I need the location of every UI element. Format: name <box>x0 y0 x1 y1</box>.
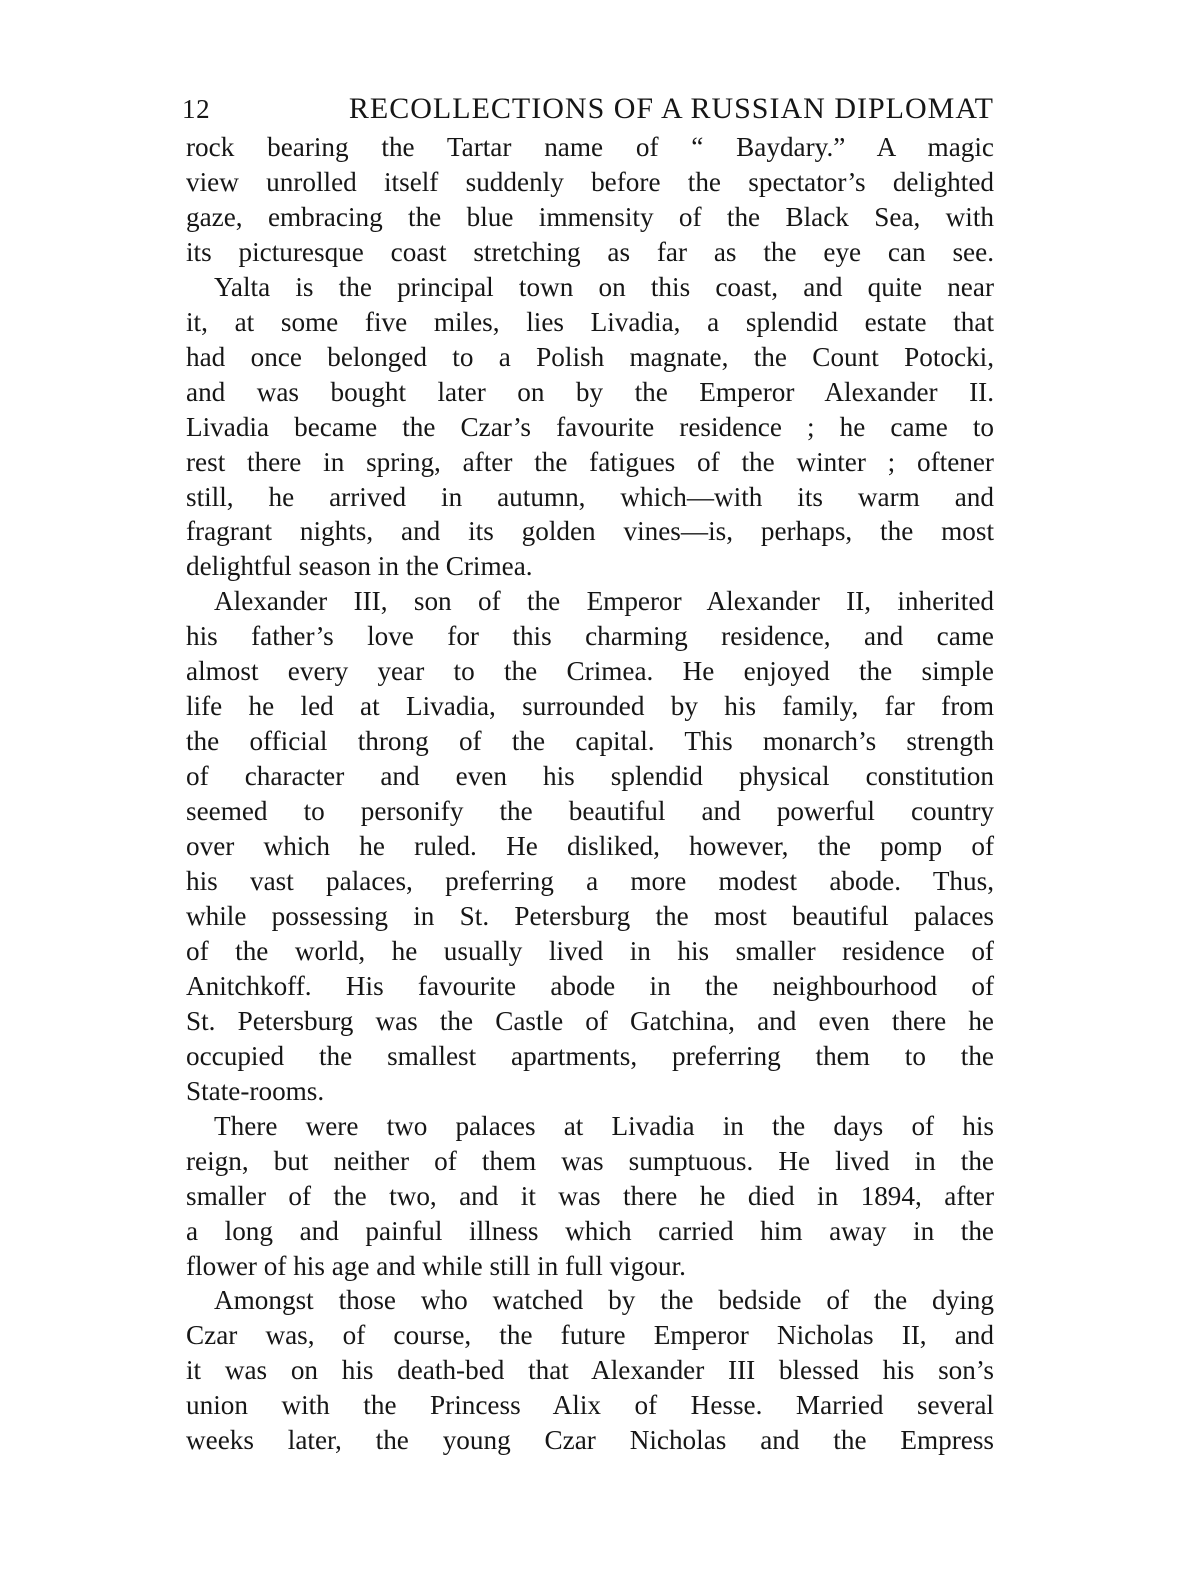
running-head <box>182 88 994 130</box>
text-line: St. Petersburg was the Castle of Gatchina, and even there he <box>186 1005 994 1036</box>
text-line: smaller of the two, and it was there he died in 1894, after <box>186 1180 994 1211</box>
paragraph-2 <box>186 270 994 585</box>
paragraph-5 <box>186 1283 994 1458</box>
text-line: his vast palaces, preferring a more modest abode. Thus, <box>186 866 994 897</box>
text-line: delightful season in the Crimea. <box>186 551 533 582</box>
text-line: gaze, embracing the blue immensity of the Black Sea, with <box>186 201 994 232</box>
text-line: rock bearing the Tartar name of “ Baydary.” A magic <box>186 132 994 162</box>
text-line: Livadia became the Czar’s favourite residence ; he came to <box>186 411 994 442</box>
text-line: Yalta is the principal town on this coast, and quite near <box>214 271 994 302</box>
book-page <box>182 88 994 1458</box>
text-line: flower of his age and while still in full vigour. <box>186 1250 686 1281</box>
text-line: had once belonged to a Polish magnate, the Count Potocki, <box>186 341 994 372</box>
text-line: view unrolled itself suddenly before the spectator’s delighted <box>186 166 994 197</box>
page-number: 12 <box>182 94 211 124</box>
text-line: still, he arrived in autumn, which—with its warm and <box>186 481 994 512</box>
text-line: of the world, he usually lived in his smaller residence of <box>186 935 994 966</box>
text-line: it, at some five miles, lies Livadia, a splendid estate that <box>186 306 994 337</box>
text-line: occupied the smallest apartments, preferring them to the <box>186 1040 994 1071</box>
text-line: Anitchkoff. His favourite abode in the neighbourhood of <box>186 970 994 1001</box>
text-line: life he led at Livadia, surrounded by his family, far from <box>186 691 994 722</box>
text-line: while possessing in St. Petersburg the most beautiful palaces <box>186 900 994 931</box>
text-line: a long and painful illness which carried him away in the <box>186 1215 994 1246</box>
text-line: weeks later, the young Czar Nicholas and the Empress <box>186 1425 994 1456</box>
running-title: RECOLLECTIONS OF A RUSSIAN DIPLOMAT <box>348 92 994 125</box>
text-line: fragrant nights, and its golden vines—is, perhaps, the most <box>186 516 994 547</box>
text-line: Czar was, of course, the future Emperor Nicholas II, and <box>186 1320 994 1351</box>
text-line: State-rooms. <box>186 1075 325 1106</box>
text-line: its picturesque coast stretching as far as the eye can see. <box>186 236 994 267</box>
text-line: his father’s love for this charming residence, and came <box>186 621 994 652</box>
paragraph-4 <box>186 1109 994 1284</box>
text-line: rest there in spring, after the fatigues of the winter ; oftener <box>186 446 994 477</box>
text-line: and was bought later on by the Emperor Alexander II. <box>186 376 994 407</box>
text-line: Alexander III, son of the Emperor Alexander II, inherited <box>214 586 994 617</box>
body-text <box>186 130 994 1458</box>
text-line: seemed to personify the beautiful and powerful country <box>186 796 994 827</box>
text-line: it was on his death-bed that Alexander III blessed his son’s <box>186 1355 994 1386</box>
text-line: almost every year to the Crimea. He enjoyed the simple <box>186 656 994 687</box>
text-line: Amongst those who watched by the bedside of the dying <box>214 1285 994 1316</box>
paragraph-1 <box>186 130 994 270</box>
text-line: over which he ruled. He disliked, however, the pomp of <box>186 831 994 862</box>
text-line: the official throng of the capital. This monarch’s strength <box>186 726 994 757</box>
text-line: reign, but neither of them was sumptuous. He lived in the <box>186 1145 994 1176</box>
text-line: There were two palaces at Livadia in the days of his <box>214 1110 994 1141</box>
text-line: union with the Princess Alix of Hesse. Married several <box>186 1390 994 1421</box>
text-line: of character and even his splendid physical constitution <box>186 761 994 792</box>
paragraph-3 <box>186 584 994 1108</box>
